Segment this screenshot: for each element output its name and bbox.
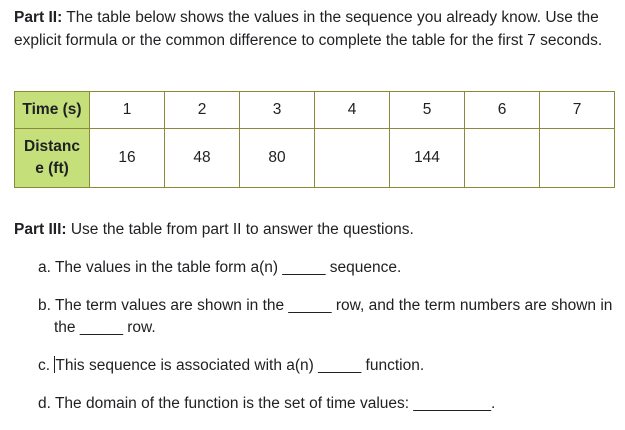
part-three-text: Use the table from part II to answer the questions. xyxy=(66,221,414,238)
part-two-instructions xyxy=(14,7,614,52)
distance-row xyxy=(15,129,615,188)
distance-cell-blank[interactable] xyxy=(540,129,615,188)
distance-cell-blank[interactable] xyxy=(465,129,540,188)
question-b: b. The term values are shown in the _____ row, and the term numbers are shown in the _____ row. xyxy=(38,297,613,336)
distance-header-cell xyxy=(15,129,90,188)
time-cell: 2 xyxy=(165,92,240,129)
sequence-table xyxy=(14,91,615,188)
distance-cell: 48 xyxy=(165,129,240,188)
time-cell: 5 xyxy=(390,92,465,129)
time-cell: 3 xyxy=(240,92,315,129)
distance-header-line2: e (ft) xyxy=(35,160,69,177)
question-c-prefix: c. xyxy=(38,357,55,374)
question-c xyxy=(38,355,616,377)
part-three-label: Part III: xyxy=(14,221,67,238)
distance-cell: 16 xyxy=(90,129,165,188)
time-cell: 1 xyxy=(90,92,165,129)
distance-cell-blank[interactable] xyxy=(315,129,390,188)
question-c-text: This sequence is associated with a(n) _____ function. xyxy=(55,357,425,374)
time-cell: 4 xyxy=(315,92,390,129)
question-d: d. The domain of the function is the set of time values: _________. xyxy=(38,395,496,412)
distance-cell: 144 xyxy=(390,129,465,188)
question-a: a. The values in the table form a(n) _____ sequence. xyxy=(38,259,402,276)
distance-cell: 80 xyxy=(240,129,315,188)
time-header-cell: Time (s) xyxy=(15,92,90,129)
distance-header-line1: Distanc xyxy=(24,138,80,155)
part-two-label: Part II: xyxy=(14,9,63,26)
part-two-text: The table below shows the values in the sequence you already know. Use the explicit formula or the common difference to complete the table for the first 7 seconds. xyxy=(14,9,603,49)
time-cell: 6 xyxy=(465,92,540,129)
time-row xyxy=(15,92,615,129)
part-three-instructions xyxy=(14,219,614,241)
time-cell: 7 xyxy=(540,92,615,129)
